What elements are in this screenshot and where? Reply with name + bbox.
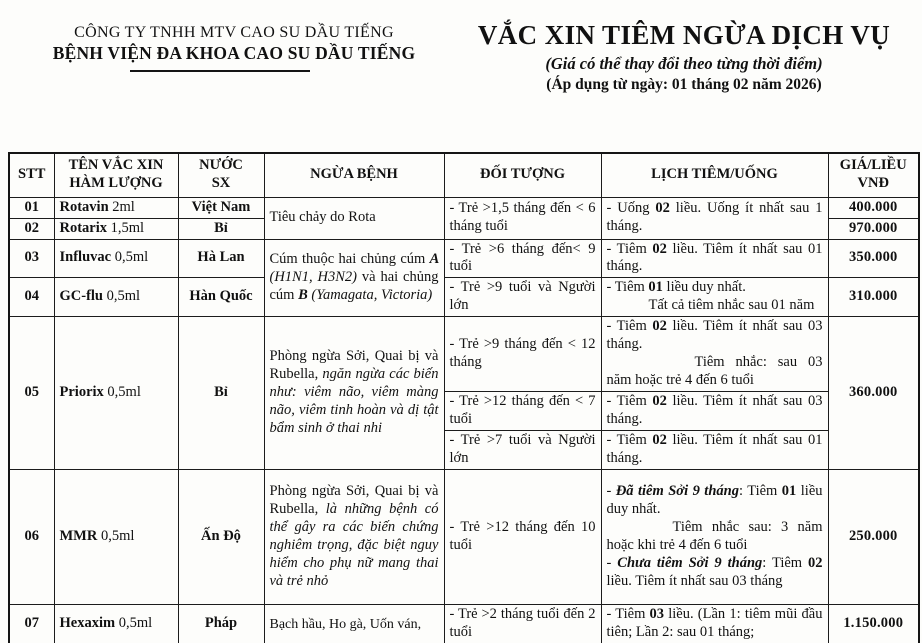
row-05-country: Bỉ (178, 317, 264, 470)
row-06-schedule-line1: - Đã tiêm Sởi 9 tháng: Tiêm 01 liều duy nhất. (606, 483, 823, 518)
rows-01-02-target: - Trẻ >1,5 tháng đến < 6 tháng tuổi (444, 197, 601, 239)
row-05c-schedule: - Tiêm 02 liều. Tiêm ít nhất sau 01 tháng. (601, 431, 828, 470)
column-header-target: ĐỐI TƯỢNG (444, 153, 601, 197)
row-07-vaccine-name: Hexaxim 0,5ml (54, 605, 178, 643)
row-04-schedule-line1: - Tiêm 01 liều duy nhất. (606, 279, 746, 296)
organization-header (28, 24, 440, 72)
column-header-country-line2: SX (211, 175, 231, 192)
table-row-07 (9, 605, 919, 643)
row-06-stt: 06 (9, 470, 54, 605)
column-header-country-line1: NƯỚC (199, 157, 243, 174)
column-header-vaccine-name (54, 153, 178, 197)
row-05-vaccine-name: Priorix 0,5ml (54, 317, 178, 470)
row-04-target: - Trẻ >9 tuổi và Người lớn (444, 278, 601, 317)
column-header-disease: NGỪA BỆNH (264, 153, 444, 197)
row-07-disease: Bạch hầu, Ho gà, Uốn ván, (264, 605, 444, 643)
row-01-country: Việt Nam (178, 197, 264, 218)
table-row-03 (9, 239, 919, 278)
row-07-price: 1.150.000 (828, 605, 919, 643)
row-04-vaccine-name: GC-flu 0,5ml (54, 278, 178, 317)
row-06-country: Ấn Độ (178, 470, 264, 605)
row-06-target: - Trẻ >12 tháng đến 10 tuổi (444, 470, 601, 605)
vaccine-price-table (8, 152, 920, 643)
row-03-schedule: - Tiêm 02 liều. Tiêm ít nhất sau 01 tháng. (601, 239, 828, 278)
row-04-country: Hàn Quốc (178, 278, 264, 317)
row-05a-schedule (601, 317, 828, 392)
rows-01-02-disease: Tiêu chảy do Rota (264, 197, 444, 239)
column-header-country (178, 153, 264, 197)
row-03-stt: 03 (9, 239, 54, 278)
row-03-target: - Trẻ >6 tháng đến< 9 tuổi (444, 239, 601, 278)
row-02-price: 970.000 (828, 218, 919, 239)
column-header-price (828, 153, 919, 197)
row-02-country: Bỉ (178, 218, 264, 239)
hospital-name-underline (130, 70, 310, 72)
row-05a-target: - Trẻ >9 tháng đến < 12 tháng (444, 317, 601, 392)
row-04-schedule-line2: Tất cả tiêm nhắc sau 01 năm (648, 297, 815, 314)
effective-date-note: (Áp dụng từ ngày: 01 tháng 02 năm 2026) (546, 76, 822, 93)
row-06-schedule (601, 470, 828, 605)
row-06-schedule-line2: Tiêm nhắc sau: 3 năm hoặc khi trẻ 4 đến 6 tuổi (606, 519, 823, 554)
column-header-price-line2: VNĐ (857, 175, 889, 192)
table-header-row (9, 153, 919, 197)
table-row-04 (9, 278, 919, 317)
row-02-vaccine-name: Rotarix 1,5ml (54, 218, 178, 239)
document-title-block (450, 20, 918, 94)
row-05a-schedule-line2: Tiêm nhắc: sau 03 năm hoặc trẻ 4 đến 6 tuổi (606, 354, 823, 389)
row-06-disease: Phòng ngừa Sởi, Quai bị và Rubella, là những bệnh có thể gây ra các biến chứng nghiêm trọng, đặc biệt nguy hiểm cho phụ nữ mang thai và trẻ nhỏ (264, 470, 444, 605)
row-05a-schedule-line1: - Tiêm 02 liều. Tiêm ít nhất sau 03 tháng. (606, 318, 823, 353)
row-02-stt: 02 (9, 218, 54, 239)
row-06-price: 250.000 (828, 470, 919, 605)
row-07-target: - Trẻ >2 tháng tuổi đến 2 tuổi (444, 605, 601, 643)
row-04-schedule (601, 278, 828, 317)
row-03-country: Hà Lan (178, 239, 264, 278)
row-01-stt: 01 (9, 197, 54, 218)
row-05-disease: Phòng ngừa Sởi, Quai bị và Rubella, ngăn ngừa các biến như: viêm não, viêm màng não, viêm tinh hoàn và dị tật bẩm sinh ở thai nhi (264, 317, 444, 470)
row-05-price: 360.000 (828, 317, 919, 470)
column-header-stt: STT (9, 153, 54, 197)
table-row-05a (9, 317, 919, 392)
column-header-price-line1: GIÁ/LIỀU (839, 157, 907, 174)
table-row-06 (9, 470, 919, 605)
hospital-name: BỆNH VIỆN ĐA KHOA CAO SU DẦU TIẾNG (52, 43, 416, 63)
page-title: VẮC XIN TIÊM NGỪA DỊCH VỤ (477, 20, 891, 50)
rows-03-04-disease: Cúm thuộc hai chủng cúm A (H1N1, H3N2) và hai chủng cúm B (Yamagata, Victoria) (264, 239, 444, 317)
company-name: CÔNG TY TNHH MTV CAO SU DẦU TIẾNG (74, 24, 394, 41)
row-07-schedule: - Tiêm 03 liều. (Lần 1: tiêm mũi đầu tiên; Lần 2: sau 01 tháng; (601, 605, 828, 643)
row-07-stt: 07 (9, 605, 54, 643)
rows-01-02-schedule: - Uống 02 liều. Uống ít nhất sau 1 tháng. (601, 197, 828, 239)
row-06-vaccine-name: MMR 0,5ml (54, 470, 178, 605)
table-row-01 (9, 197, 919, 218)
row-03-price: 350.000 (828, 239, 919, 278)
row-05-stt: 05 (9, 317, 54, 470)
row-05c-target: - Trẻ >7 tuổi và Người lớn (444, 431, 601, 470)
row-01-price: 400.000 (828, 197, 919, 218)
row-03-vaccine-name: Influvac 0,5ml (54, 239, 178, 278)
column-header-schedule: LỊCH TIÊM/UỐNG (601, 153, 828, 197)
row-04-price: 310.000 (828, 278, 919, 317)
row-04-stt: 04 (9, 278, 54, 317)
row-05b-schedule: - Tiêm 02 liều. Tiêm ít nhất sau 03 tháng. (601, 392, 828, 431)
row-07-country: Pháp (178, 605, 264, 643)
column-header-vaccine-name-line2: HÀM LƯỢNG (69, 175, 163, 192)
price-change-note: (Giá có thể thay đổi theo từng thời điểm) (545, 54, 823, 73)
column-header-vaccine-name-line1: TÊN VẮC XIN (68, 157, 164, 174)
row-05b-target: - Trẻ >12 tháng đến < 7 tuổi (444, 392, 601, 431)
row-06-schedule-line3: - Chưa tiêm Sởi 9 tháng: Tiêm 02 liều. Tiêm ít nhất sau 03 tháng (606, 555, 823, 590)
row-01-vaccine-name: Rotavin 2ml (54, 197, 178, 218)
